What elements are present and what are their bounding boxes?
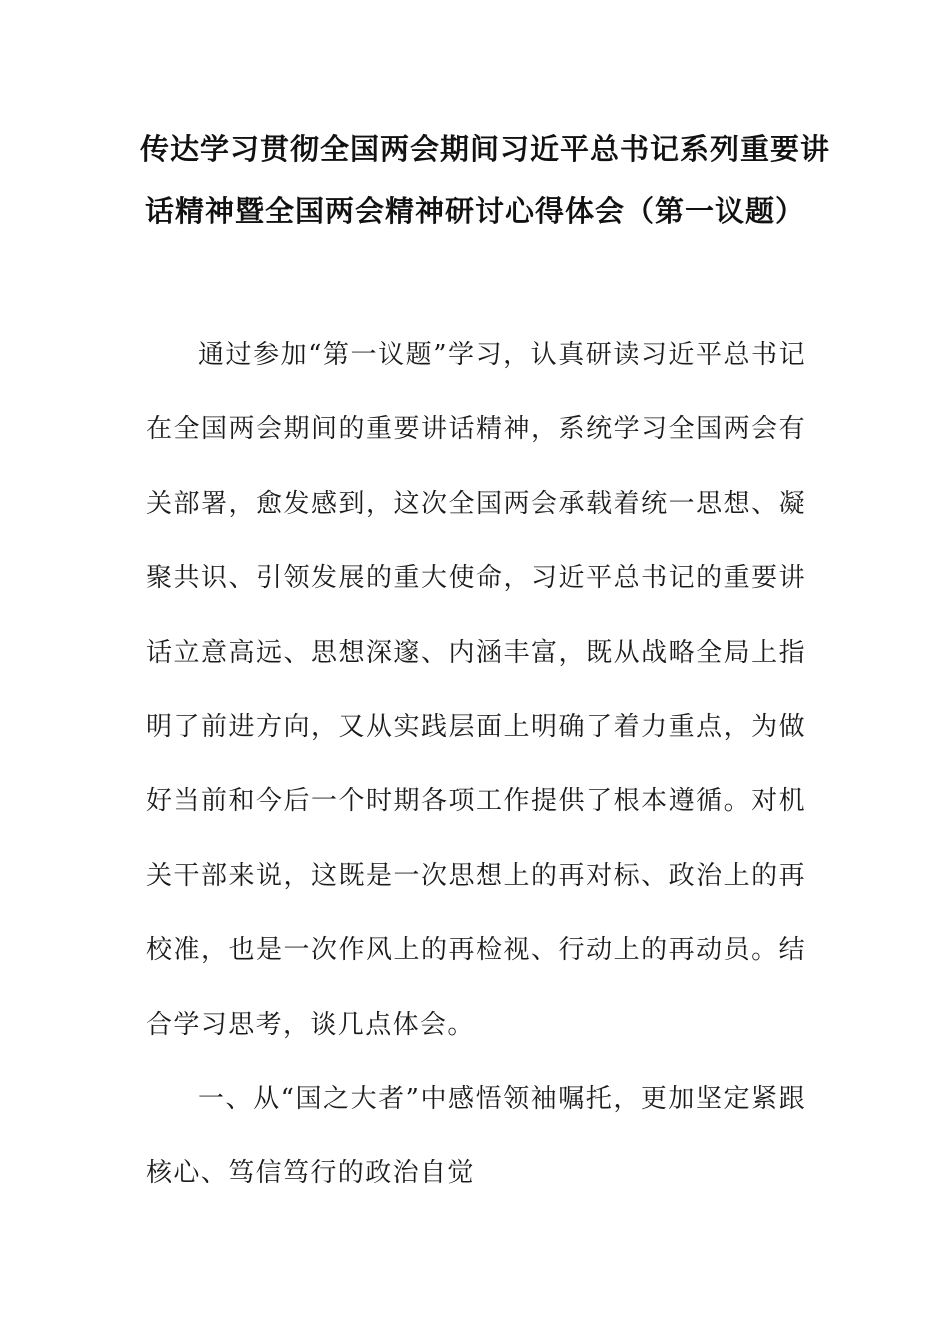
title-line-2: 话精神暨全国两会精神研讨心得体会（第一议题） — [144, 194, 805, 228]
document-title — [140, 118, 831, 242]
title-line-1: 传达学习贯彻全国两会期间习近平总书记系列重要讲 — [140, 132, 831, 166]
section-heading-1: 一、从“国之大者”中感悟领袖嘱托，更加坚定紧跟核心、笃信笃行的政治自觉 — [146, 1084, 806, 1189]
document-body — [146, 318, 806, 1211]
body-paragraph: 通过参加“第一议题”学习，认真研读习近平总书记在全国两会期间的重要讲话精神，系统学习全国两会有关部署，愈发感到，这次全国两会承载着统一思想、凝聚共识、引领发展的重大使命，习近平总书记的重要讲话立意高远、思想深邃、内涵丰富，既从战略全局上指明了前进方向，又从实践层面上明确了着力重点，为做好当前和今后一个时期各项工作提供了根本遵循。对机关干部来说，这既是一次思想上的再对标、政治上的再校准，也是一次作风上的再检视、行动上的再动员。结合学习思考，谈几点体会。 — [146, 340, 806, 1040]
